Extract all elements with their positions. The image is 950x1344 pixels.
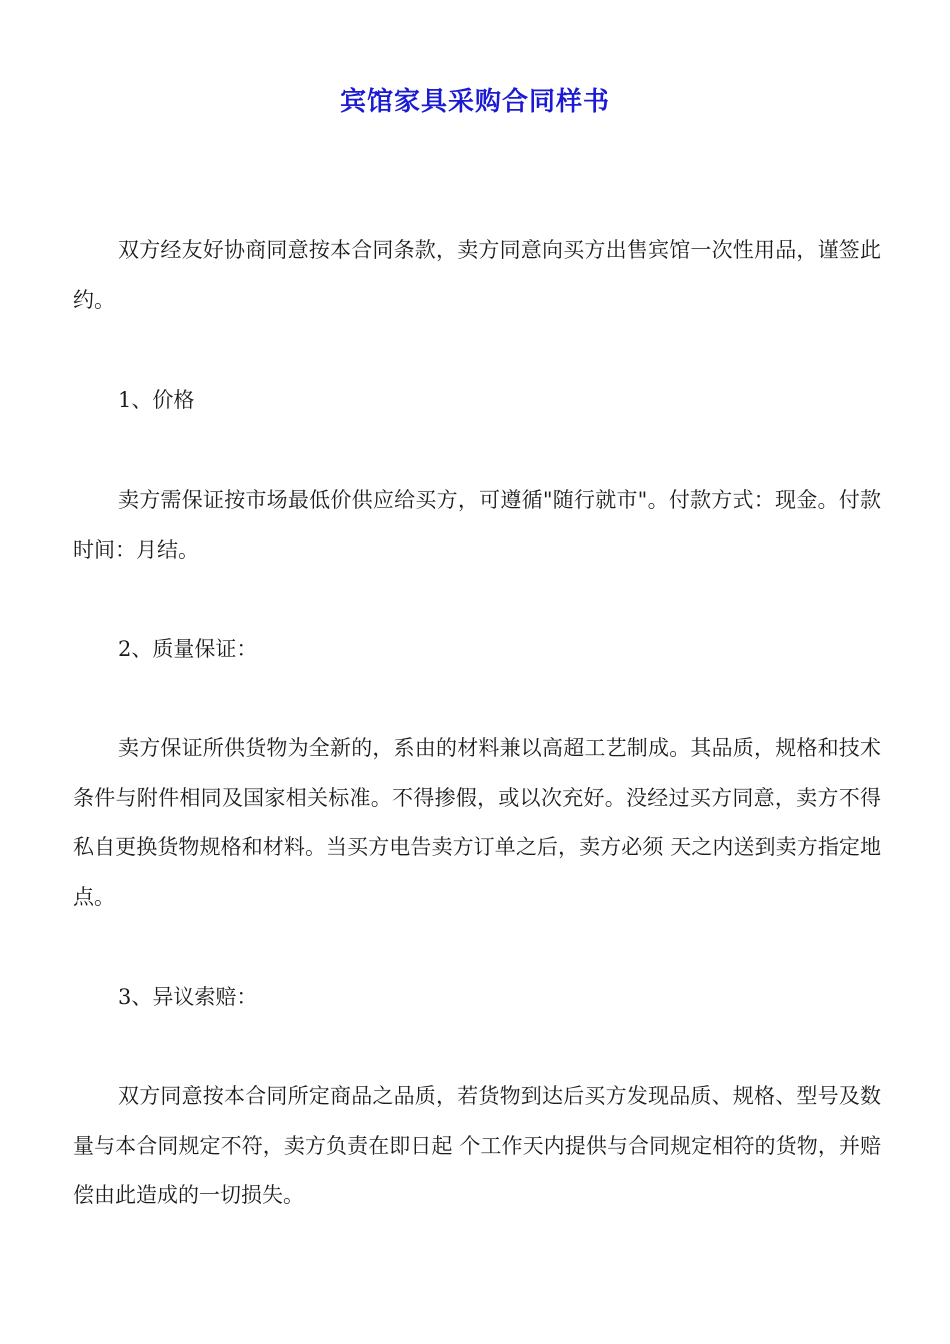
section-body-quality: 卖方保证所供货物为全新的，系由的材料兼以高超工艺制成。其品质，规格和技术条件与附件相同及国家相关标准。不得掺假，或以次充好。没经过买方同意，卖方不得私自更换货物规格和材料。当买方电告卖方订单之后，卖方必须 天之内送到卖方指定地点。: [73, 736, 881, 909]
section-heading-claims: 3、异议索赔：: [118, 985, 258, 1009]
section-body-price: 卖方需保证按市场最低价供应给买方，可遵循"随行就市"。付款方式：现金。付款时间：月结。: [73, 488, 881, 562]
document-title: 宾馆家具采购合同样书: [339, 87, 610, 117]
intro-paragraph: 双方经友好协商同意按本合同条款，卖方同意向买方出售宾馆一次性用品，谨签此约。: [73, 238, 881, 312]
section-body-claims: 双方同意按本合同所定商品之品质，若货物到达后买方发现品质、规格、型号及数量与本合同规定不符，卖方负责在即日起 个工作天内提供与合同规定相符的货物，并赔偿由此造成的一切损失。: [73, 1084, 881, 1207]
section-heading-quality: 2、质量保证：: [118, 637, 258, 661]
section-heading-price: 1、价格: [118, 388, 195, 412]
